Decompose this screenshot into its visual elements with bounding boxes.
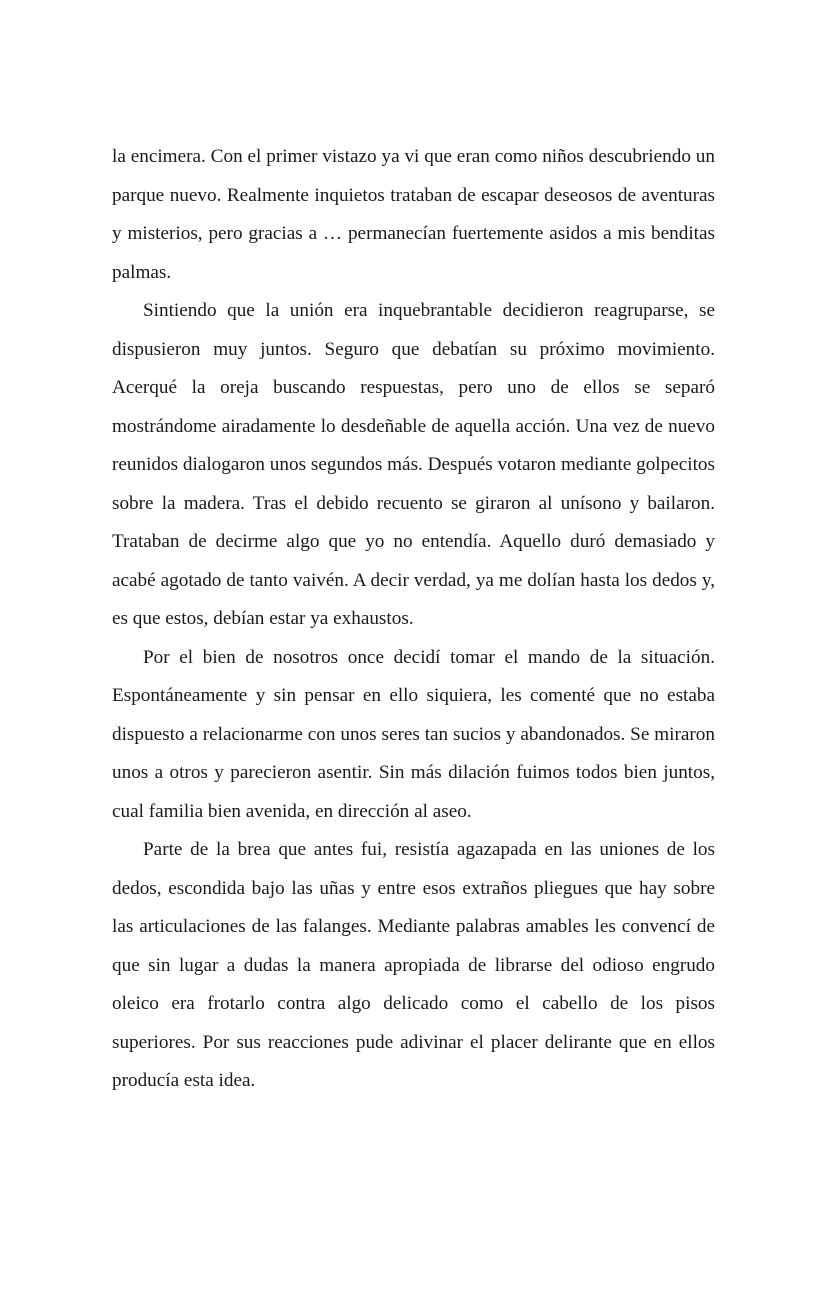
paragraph-1: la encimera. Con el primer vistazo ya vi que eran como niños descubriendo un parque nuevo. Realmente inquietos trataban de escapar deseosos de aventuras y misterios, pero gracias a … permanecían fuertemente asidos a mis benditas palmas. [112, 146, 715, 283]
text-column [112, 138, 715, 1101]
paragraph-4: Parte de la brea que antes fui, resistía agazapada en las uniones de los dedos, escondida bajo las uñas y entre esos extraños pliegues que hay sobre las articulaciones de las falanges. Mediante palabras amables les convencí de que sin lugar a dudas la manera apropiada de librarse del odioso engrudo oleico era frotarlo contra algo delicado como el cabello de los pisos superiores. Por sus reacciones pude adivinar el placer delirante que en ellos producía esta idea. [112, 839, 715, 1091]
paragraph-3: Por el bien de nosotros once decidí tomar el mando de la situación. Espontáneamente y sin pensar en ello siquiera, les comenté que no estaba dispuesto a relacionarme con unos seres tan sucios y abandonados. Se miraron unos a otros y parecieron asentir. Sin más dilación fuimos todos bien juntos, cual familia bien avenida, en dirección al aseo. [112, 646, 715, 822]
paragraph-2: Sintiendo que la unión era inquebrantable decidieron reagruparse, se dispusieron muy juntos. Seguro que debatían su próximo movimiento. Acerqué la oreja buscando respuestas, pero uno de ellos se separó mostrándome airadamente lo desdeñable de aquella acción. Una vez de nuevo reunidos dialogaron unos segundos más. Después votaron mediante golpecitos sobre la madera. Tras el debido recuento se giraron al unísono y bailaron. Trataban de decirme algo que yo no entendía. Aquello duró demasiado y acabé agotado de tanto vaivén. A decir verdad, ya me dolían hasta los dedos y, es que estos, debían estar ya exhaustos. [112, 300, 715, 629]
